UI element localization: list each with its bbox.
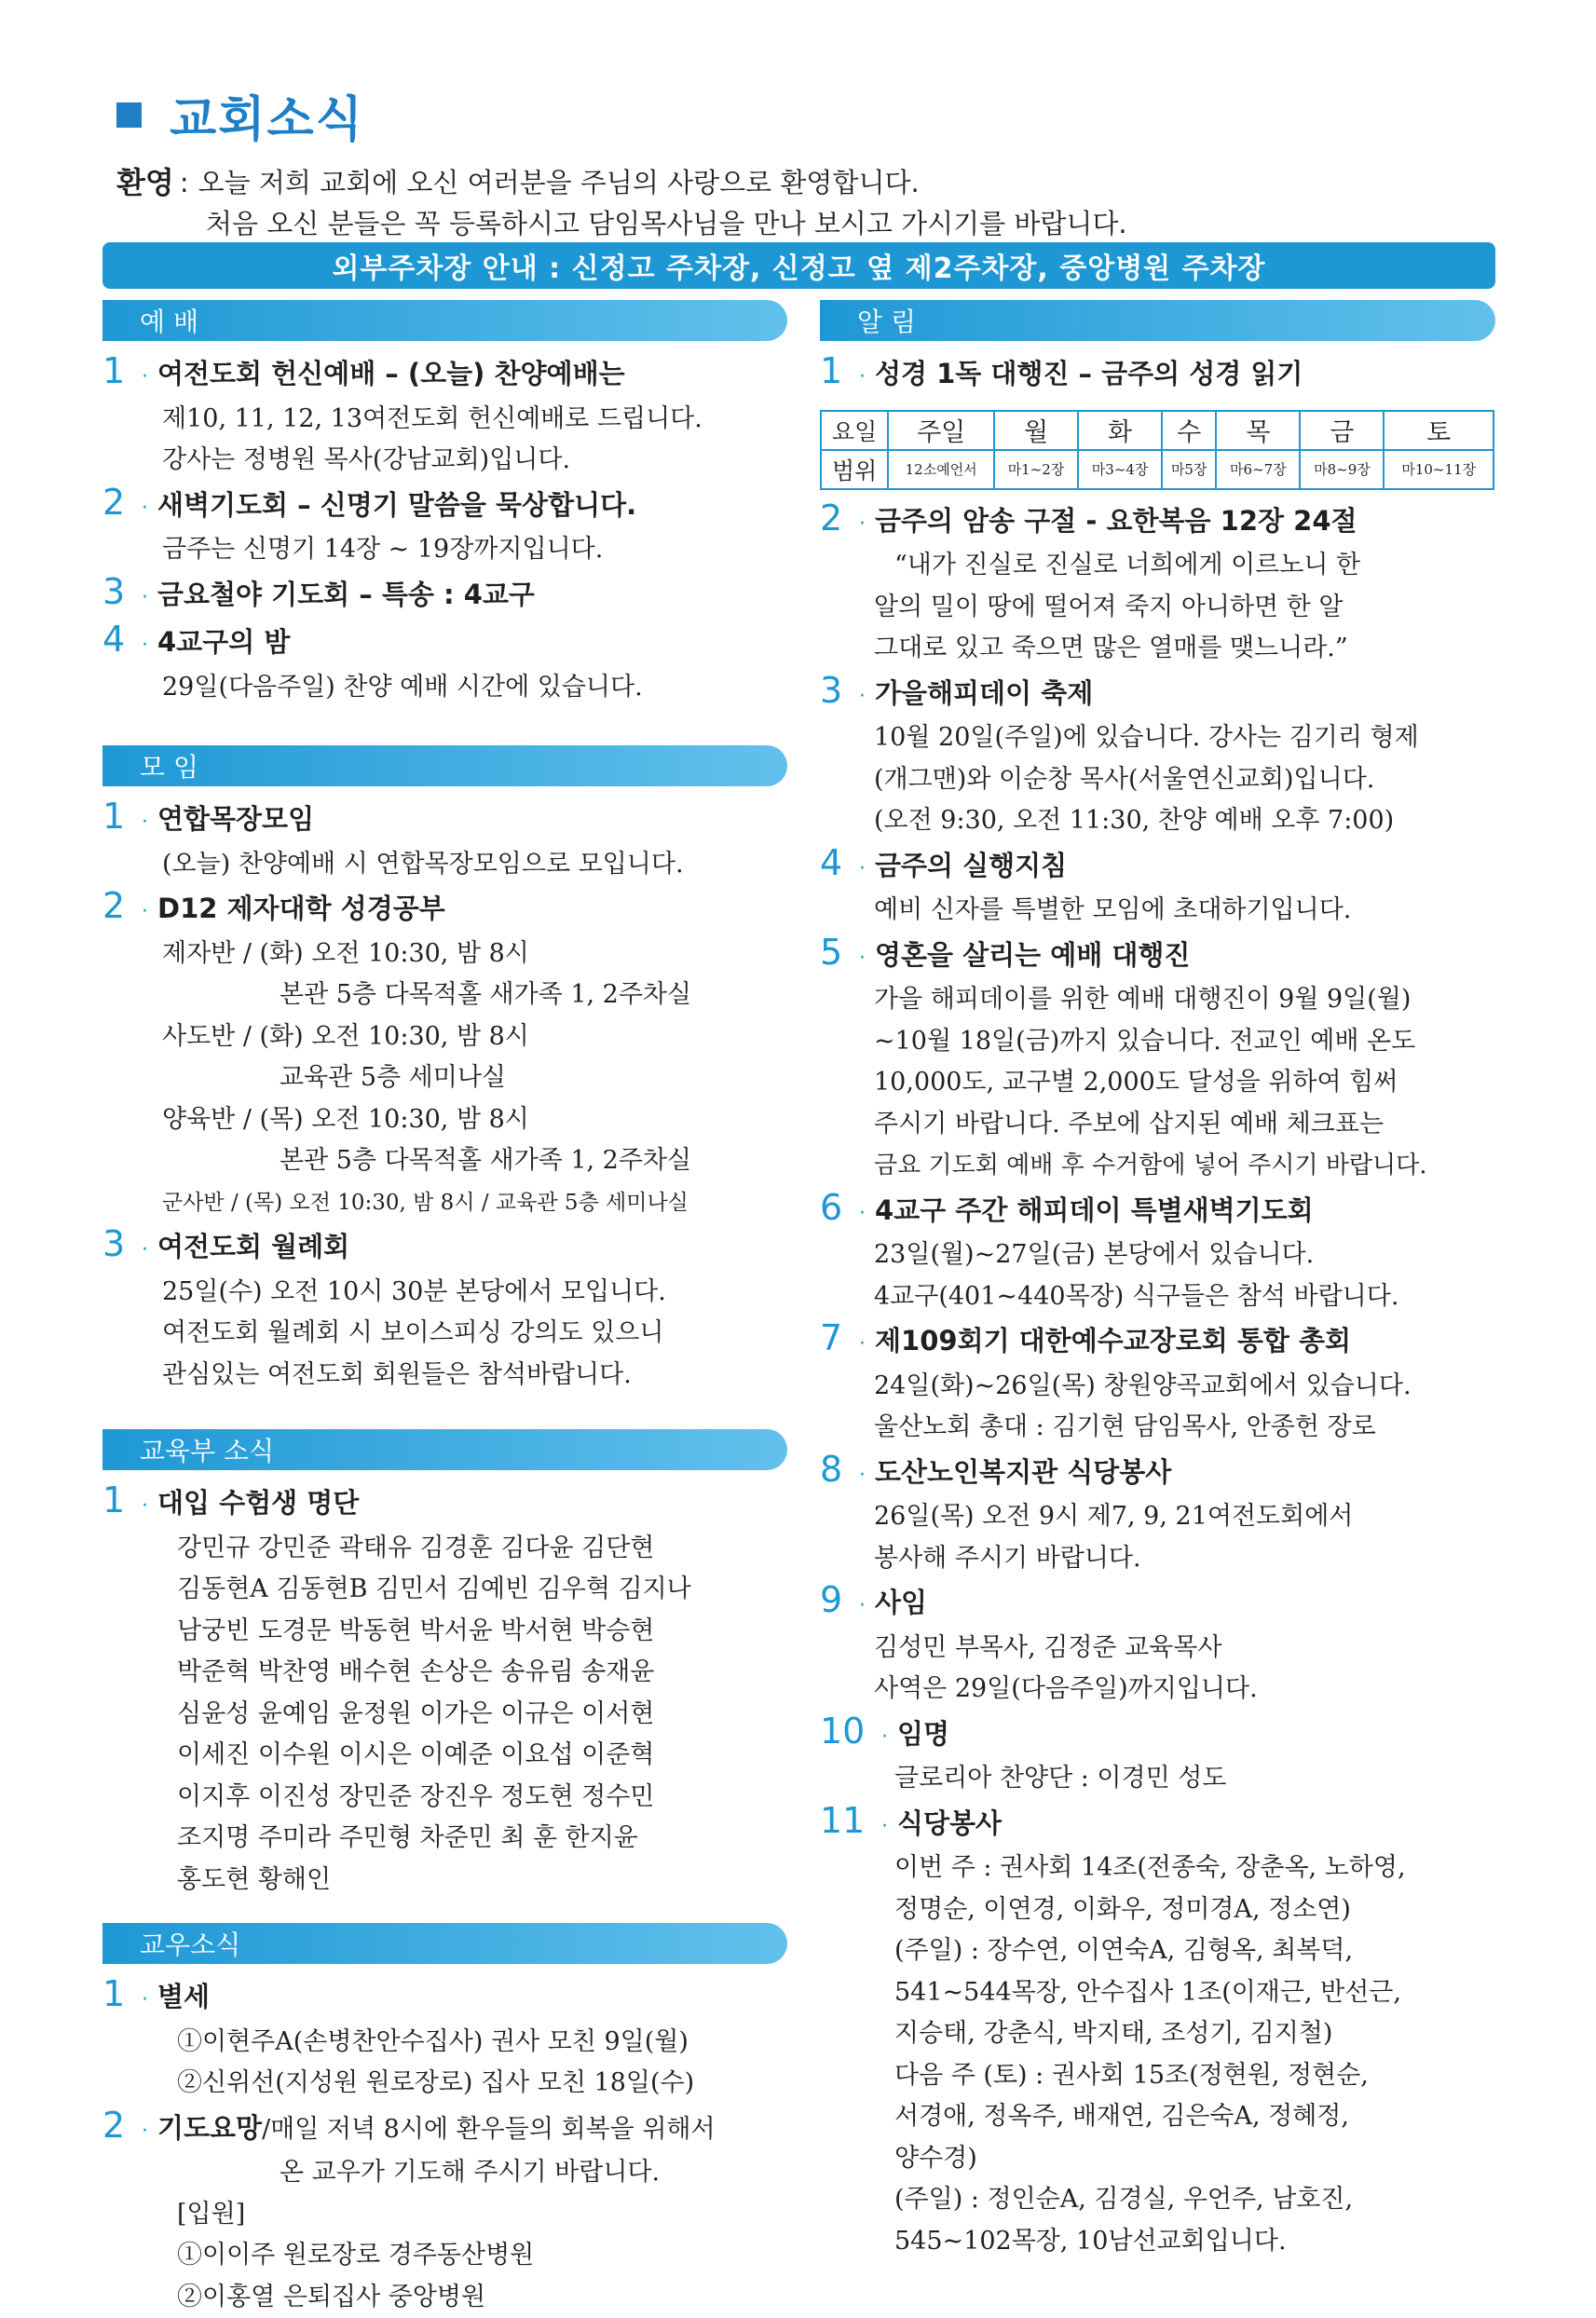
item-title: 식당봉사 — [897, 1803, 1002, 1845]
notice-item-8 — [820, 1449, 1495, 1497]
name-line: 홍도현 황해인 — [102, 1860, 787, 1902]
worship-item-4 — [102, 619, 787, 667]
middle-dot-icon: · — [859, 504, 866, 546]
middle-dot-icon: · — [859, 938, 866, 980]
notice-item-4 — [820, 842, 1495, 891]
notice-items-continued — [820, 498, 1495, 2263]
meeting-item-1 — [102, 796, 787, 844]
name-line: 이지후 이진성 장민준 장진우 정도현 정수민 — [102, 1777, 787, 1819]
name-line: 김동현A 김동현B 김민서 김예빈 김우혁 김지나 — [102, 1569, 787, 1611]
section-header-worship: 예 배 — [102, 300, 787, 341]
item-line: (주일) : 장수연, 이연숙A, 김형옥, 최복덕, — [820, 1930, 1495, 1972]
item-line: 본관 5층 다목적홀 새가족 1, 2주차실 — [102, 1140, 787, 1182]
name-line: 박준혁 박찬영 배수현 손상은 송유림 송재윤 — [102, 1652, 787, 1694]
middle-dot-icon: · — [859, 1324, 866, 1366]
middle-dot-icon: · — [142, 1486, 148, 1528]
item-title-rest: /매일 저녁 8시에 환우들의 회복을 위해서 — [262, 2109, 716, 2151]
table-cell: 주일 — [888, 411, 994, 450]
item-line: 그대로 있고 죽으면 많은 열매를 맺느니라.” — [820, 628, 1495, 670]
item-title: 성경 1독 대행진 – 금주의 성경 읽기 — [875, 353, 1303, 395]
item-line: 강사는 정병원 목사(강남교회)입니다. — [102, 440, 787, 482]
notice-items — [820, 350, 1495, 399]
notice-item-6 — [820, 1187, 1495, 1235]
table-cell: 범위 — [821, 450, 888, 489]
item-line: 제자반 / (화) 오전 10:30, 밤 8시 — [102, 934, 787, 975]
meeting-item-3 — [102, 1223, 787, 1272]
item-line: ~10월 18일(금)까지 있습니다. 전교인 예배 온도 — [820, 1021, 1495, 1063]
middle-dot-icon: · — [142, 1230, 148, 1272]
item-line: ②이홍열 은퇴집사 중앙병원 — [102, 2277, 787, 2318]
item-line: 23일(월)~27일(금) 본당에서 있습니다. — [820, 1234, 1495, 1276]
item-number: 10 — [820, 1711, 876, 1752]
welcome-line-2: 처음 오신 분들은 꼭 등록하시고 담임목사님을 만나 보시고 가시기를 바랍니다. — [116, 203, 1495, 244]
notice-item-11 — [820, 1800, 1495, 1848]
item-line: 주시기 바랍니다. 주보에 삽지된 예배 체크표는 — [820, 1104, 1495, 1146]
middle-dot-icon: · — [142, 1980, 148, 2022]
middle-dot-icon: · — [881, 1807, 888, 1848]
name-line: 남궁빈 도경문 박동현 박서윤 박서현 박승현 — [102, 1611, 787, 1653]
item-number: 1 — [102, 1973, 136, 2015]
education-items — [102, 1479, 787, 1901]
item-title: 기도요망 — [157, 2107, 262, 2149]
item-line: (오늘) 찬양예배 시 연합목장모임으로 모입니다. — [102, 844, 787, 886]
item-number: 11 — [820, 1800, 876, 1842]
item-number: 1 — [820, 350, 853, 392]
notice-item-10 — [820, 1711, 1495, 1759]
item-line: 545~102목장, 10남선교회입니다. — [820, 2221, 1495, 2263]
item-line: 온 교우가 기도해 주시기 바랍니다. — [102, 2152, 787, 2194]
table-cell: 화 — [1078, 411, 1162, 450]
item-line: ①이현주A(손병찬안수집사) 권사 모친 9일(월) — [102, 2022, 787, 2064]
item-line: ②신위선(지성원 원로장로) 집사 모친 18일(수) — [102, 2063, 787, 2105]
notice-item-5 — [820, 932, 1495, 980]
table-cell: 마8~9장 — [1300, 450, 1384, 489]
middle-dot-icon: · — [859, 1586, 866, 1628]
middle-dot-icon: · — [142, 802, 148, 844]
middle-dot-icon: · — [142, 357, 148, 399]
table-cell: 마3~4장 — [1078, 450, 1162, 489]
item-title: 도산노인복지관 식당봉사 — [875, 1452, 1171, 1493]
item-title: 임명 — [897, 1713, 949, 1755]
middle-dot-icon: · — [859, 357, 866, 399]
item-line: 여전도회 월례회 시 보이스피싱 강의도 있으니 — [102, 1313, 787, 1355]
parking-banner: 외부주차장 안내 : 신정고 주차장, 신정고 옆 제2주차장, 중앙병원 주차장 — [102, 242, 1495, 289]
table-cell: 월 — [994, 411, 1078, 450]
education-item-1 — [102, 1479, 787, 1528]
welcome-line-1: 오늘 저희 교회에 오신 여러분을 주님의 사랑으로 환영합니다. — [198, 162, 920, 203]
item-number: 3 — [820, 670, 853, 712]
notice-item-7 — [820, 1317, 1495, 1366]
item-title: 연합목장모임 — [157, 798, 314, 840]
item-line: 10,000도, 교구별 2,000도 달성을 위하여 힘써 — [820, 1062, 1495, 1104]
item-number: 4 — [102, 619, 136, 661]
table-cell: 금 — [1300, 411, 1384, 450]
item-line: 봉사해 주시기 바랍니다. — [820, 1538, 1495, 1580]
item-line: 25일(수) 오전 10시 30분 본당에서 모입니다. — [102, 1272, 787, 1314]
item-number: 1 — [102, 1479, 136, 1521]
section-header-members: 교우소식 — [102, 1923, 787, 1964]
item-number: 3 — [102, 1223, 136, 1265]
section-header-education: 교육부 소식 — [102, 1429, 787, 1470]
notice-item-9 — [820, 1579, 1495, 1628]
table-cell: 마10~11장 — [1384, 450, 1494, 489]
middle-dot-icon: · — [142, 2111, 148, 2153]
page-title: 교회소식 — [170, 80, 364, 150]
item-line: 지승태, 강춘식, 박지태, 조성기, 김지철) — [820, 2013, 1495, 2055]
left-column — [102, 300, 787, 2318]
middle-dot-icon: · — [859, 1455, 866, 1497]
table-cell: 목 — [1216, 411, 1300, 450]
middle-dot-icon: · — [142, 625, 148, 667]
item-line: 예비 신자를 특별한 모임에 초대하기입니다. — [820, 890, 1495, 932]
worship-item-2 — [102, 482, 787, 530]
item-line: 29일(다음주일) 찬양 예배 시간에 있습니다. — [102, 667, 787, 709]
table-cell: 요일 — [821, 411, 888, 450]
item-number: 8 — [820, 1449, 853, 1491]
item-title: 4교구 주간 해피데이 특별새벽기도회 — [875, 1190, 1314, 1232]
item-line: 10월 20일(주일)에 있습니다. 강사는 김기리 형제 — [820, 717, 1495, 759]
notice-item-3 — [820, 670, 1495, 718]
item-line: 금주는 신명기 14장 ~ 19장까지입니다. — [102, 529, 787, 571]
item-line: 군사반 / (목) 오전 10:30, 밤 8시 / 교육관 5층 세미나실 — [102, 1182, 787, 1224]
meeting-item-2 — [102, 885, 787, 934]
item-line: 김성민 부목사, 김정준 교육목사 — [820, 1628, 1495, 1670]
item-title: 가을해피데이 축제 — [875, 673, 1093, 715]
table-cell: 마1~2장 — [994, 450, 1078, 489]
middle-dot-icon: · — [142, 892, 148, 934]
item-number: 5 — [820, 932, 853, 974]
members-item-2 — [102, 2105, 787, 2153]
item-number: 9 — [820, 1579, 853, 1621]
worship-item-1 — [102, 350, 787, 399]
item-title: 4교구의 밤 — [157, 621, 290, 663]
right-column — [820, 300, 1495, 2262]
item-line: 관심있는 여전도회 회원들은 참석바랍니다. — [102, 1355, 787, 1397]
meeting-items — [102, 796, 787, 1396]
item-line: “내가 진실로 진실로 너희에게 이르노니 한 — [820, 545, 1495, 587]
notice-item-1 — [820, 350, 1495, 399]
worship-item-3 — [102, 571, 787, 620]
item-line: (오전 9:30, 오전 11:30, 찬양 예배 오후 7:00) — [820, 800, 1495, 842]
item-title: 제109회기 대한예수교장로회 통합 총회 — [875, 1320, 1351, 1362]
item-number: 2 — [820, 498, 853, 539]
welcome-label: 환영 — [116, 162, 174, 203]
item-title: 별세 — [157, 1976, 210, 2018]
item-number: 2 — [102, 885, 136, 927]
members-items — [102, 1973, 787, 2318]
members-item-1 — [102, 1973, 787, 2022]
item-line: 541~544목장, 안수집사 1조(이재근, 반선근, — [820, 1972, 1495, 2014]
table-cell: 12소예언서 — [888, 450, 994, 489]
table-cell: 마5장 — [1162, 450, 1216, 489]
middle-dot-icon: · — [859, 1193, 866, 1235]
item-title: 사임 — [875, 1582, 927, 1624]
item-title: 금요철야 기도회 – 특송 : 4교구 — [157, 574, 535, 616]
notice-item-2 — [820, 498, 1495, 546]
item-title: D12 제자대학 성경공부 — [157, 888, 445, 930]
item-line: 서경애, 정옥주, 배재연, 김은숙A, 정혜정, — [820, 2096, 1495, 2138]
table-cell: 마6~7장 — [1216, 450, 1300, 489]
item-number: 4 — [820, 842, 853, 884]
table-cell: 수 — [1162, 411, 1216, 450]
title-row — [116, 82, 1495, 147]
worship-items — [102, 350, 787, 708]
middle-dot-icon: · — [881, 1717, 888, 1759]
item-line: 24일(화)~26일(목) 창원양곡교회에서 있습니다. — [820, 1366, 1495, 1408]
item-line: (개그맨)와 이순창 목사(서울연신교회)입니다. — [820, 759, 1495, 801]
item-title: 금주의 실행지침 — [875, 845, 1067, 887]
table-cell: 토 — [1384, 411, 1494, 450]
item-line: 글로리아 찬양단 : 이경민 성도 — [820, 1758, 1495, 1800]
item-number: 1 — [102, 350, 136, 392]
square-bullet-icon — [116, 102, 142, 128]
bible-reading-table — [820, 410, 1494, 490]
table-row — [821, 411, 1494, 450]
item-line: 사도반 / (화) 오전 10:30, 밤 8시 — [102, 1016, 787, 1058]
middle-dot-icon: · — [859, 676, 866, 718]
item-number: 2 — [102, 2105, 136, 2147]
item-line: 양육반 / (목) 오전 10:30, 밤 8시 — [102, 1099, 787, 1141]
welcome-message — [116, 162, 1495, 244]
middle-dot-icon: · — [142, 578, 148, 620]
item-line: 가을 해피데이를 위한 예배 대행진이 9월 9일(월) — [820, 979, 1495, 1021]
item-line: 사역은 29일(다음주일)까지입니다. — [820, 1669, 1495, 1711]
item-line: (주일) : 정인순A, 김경실, 우언주, 남호진, — [820, 2179, 1495, 2221]
item-line: 금요 기도회 예배 후 수거함에 넣어 주시기 바랍니다. — [820, 1145, 1495, 1187]
item-line: 본관 5층 다목적홀 새가족 1, 2주차실 — [102, 975, 787, 1016]
item-title: 새벽기도회 – 신명기 말씀을 묵상합니다. — [157, 484, 636, 526]
page-header — [116, 82, 1495, 244]
item-number: 1 — [102, 796, 136, 838]
item-line: ①이이주 원로장로 경주동산병원 — [102, 2235, 787, 2277]
item-number: 3 — [102, 571, 136, 613]
item-line: 울산노회 총대 : 김기현 담임목사, 안종헌 장로 — [820, 1407, 1495, 1449]
name-line: 심윤성 윤예임 윤정원 이가은 이규은 이서현 — [102, 1694, 787, 1736]
item-line: 알의 밀이 땅에 떨어져 죽지 아니하면 한 알 — [820, 587, 1495, 629]
item-line: 26일(목) 오전 9시 제7, 9, 21여전도회에서 — [820, 1496, 1495, 1538]
item-line: 4교구(401~440목장) 식구들은 참석 바랍니다. — [820, 1276, 1495, 1318]
name-line: 이세진 이수원 이시은 이예준 이요섭 이준혁 — [102, 1735, 787, 1777]
table-row — [821, 450, 1494, 489]
welcome-colon: : — [180, 162, 189, 203]
item-title: 금주의 암송 구절 - 요한복음 12장 24절 — [875, 500, 1357, 542]
section-header-notices: 알 림 — [820, 300, 1495, 341]
item-title: 영혼을 살리는 예배 대행진 — [875, 934, 1190, 976]
middle-dot-icon: · — [859, 849, 866, 891]
item-number: 7 — [820, 1317, 853, 1359]
name-line: 조지명 주미라 주민형 차준민 최 훈 한지윤 — [102, 1818, 787, 1860]
item-line: 양수경) — [820, 2138, 1495, 2180]
name-line: 강민규 강민준 곽태유 김경훈 김다윤 김단현 — [102, 1528, 787, 1570]
item-number: 2 — [102, 482, 136, 524]
item-line: 이번 주 : 권사회 14조(전종숙, 장춘옥, 노하영, — [820, 1848, 1495, 1889]
item-title: 여전도회 헌신예배 – (오늘) 찬양예배는 — [157, 353, 625, 395]
item-line: 제10, 11, 12, 13여전도회 헌신예배로 드립니다. — [102, 399, 787, 441]
middle-dot-icon: · — [142, 488, 148, 530]
item-number: 6 — [820, 1187, 853, 1229]
item-line: [입원] — [102, 2194, 787, 2236]
item-line: 정명순, 이연경, 이화우, 정미경A, 정소연) — [820, 1889, 1495, 1931]
item-title: 대입 수험생 명단 — [157, 1482, 359, 1524]
item-line: 다음 주 (토) : 권사회 15조(정현원, 정현순, — [820, 2055, 1495, 2097]
section-header-meeting: 모 임 — [102, 745, 787, 786]
item-line: 교육관 5층 세미나실 — [102, 1057, 787, 1099]
item-title: 여전도회 월례회 — [157, 1226, 349, 1268]
